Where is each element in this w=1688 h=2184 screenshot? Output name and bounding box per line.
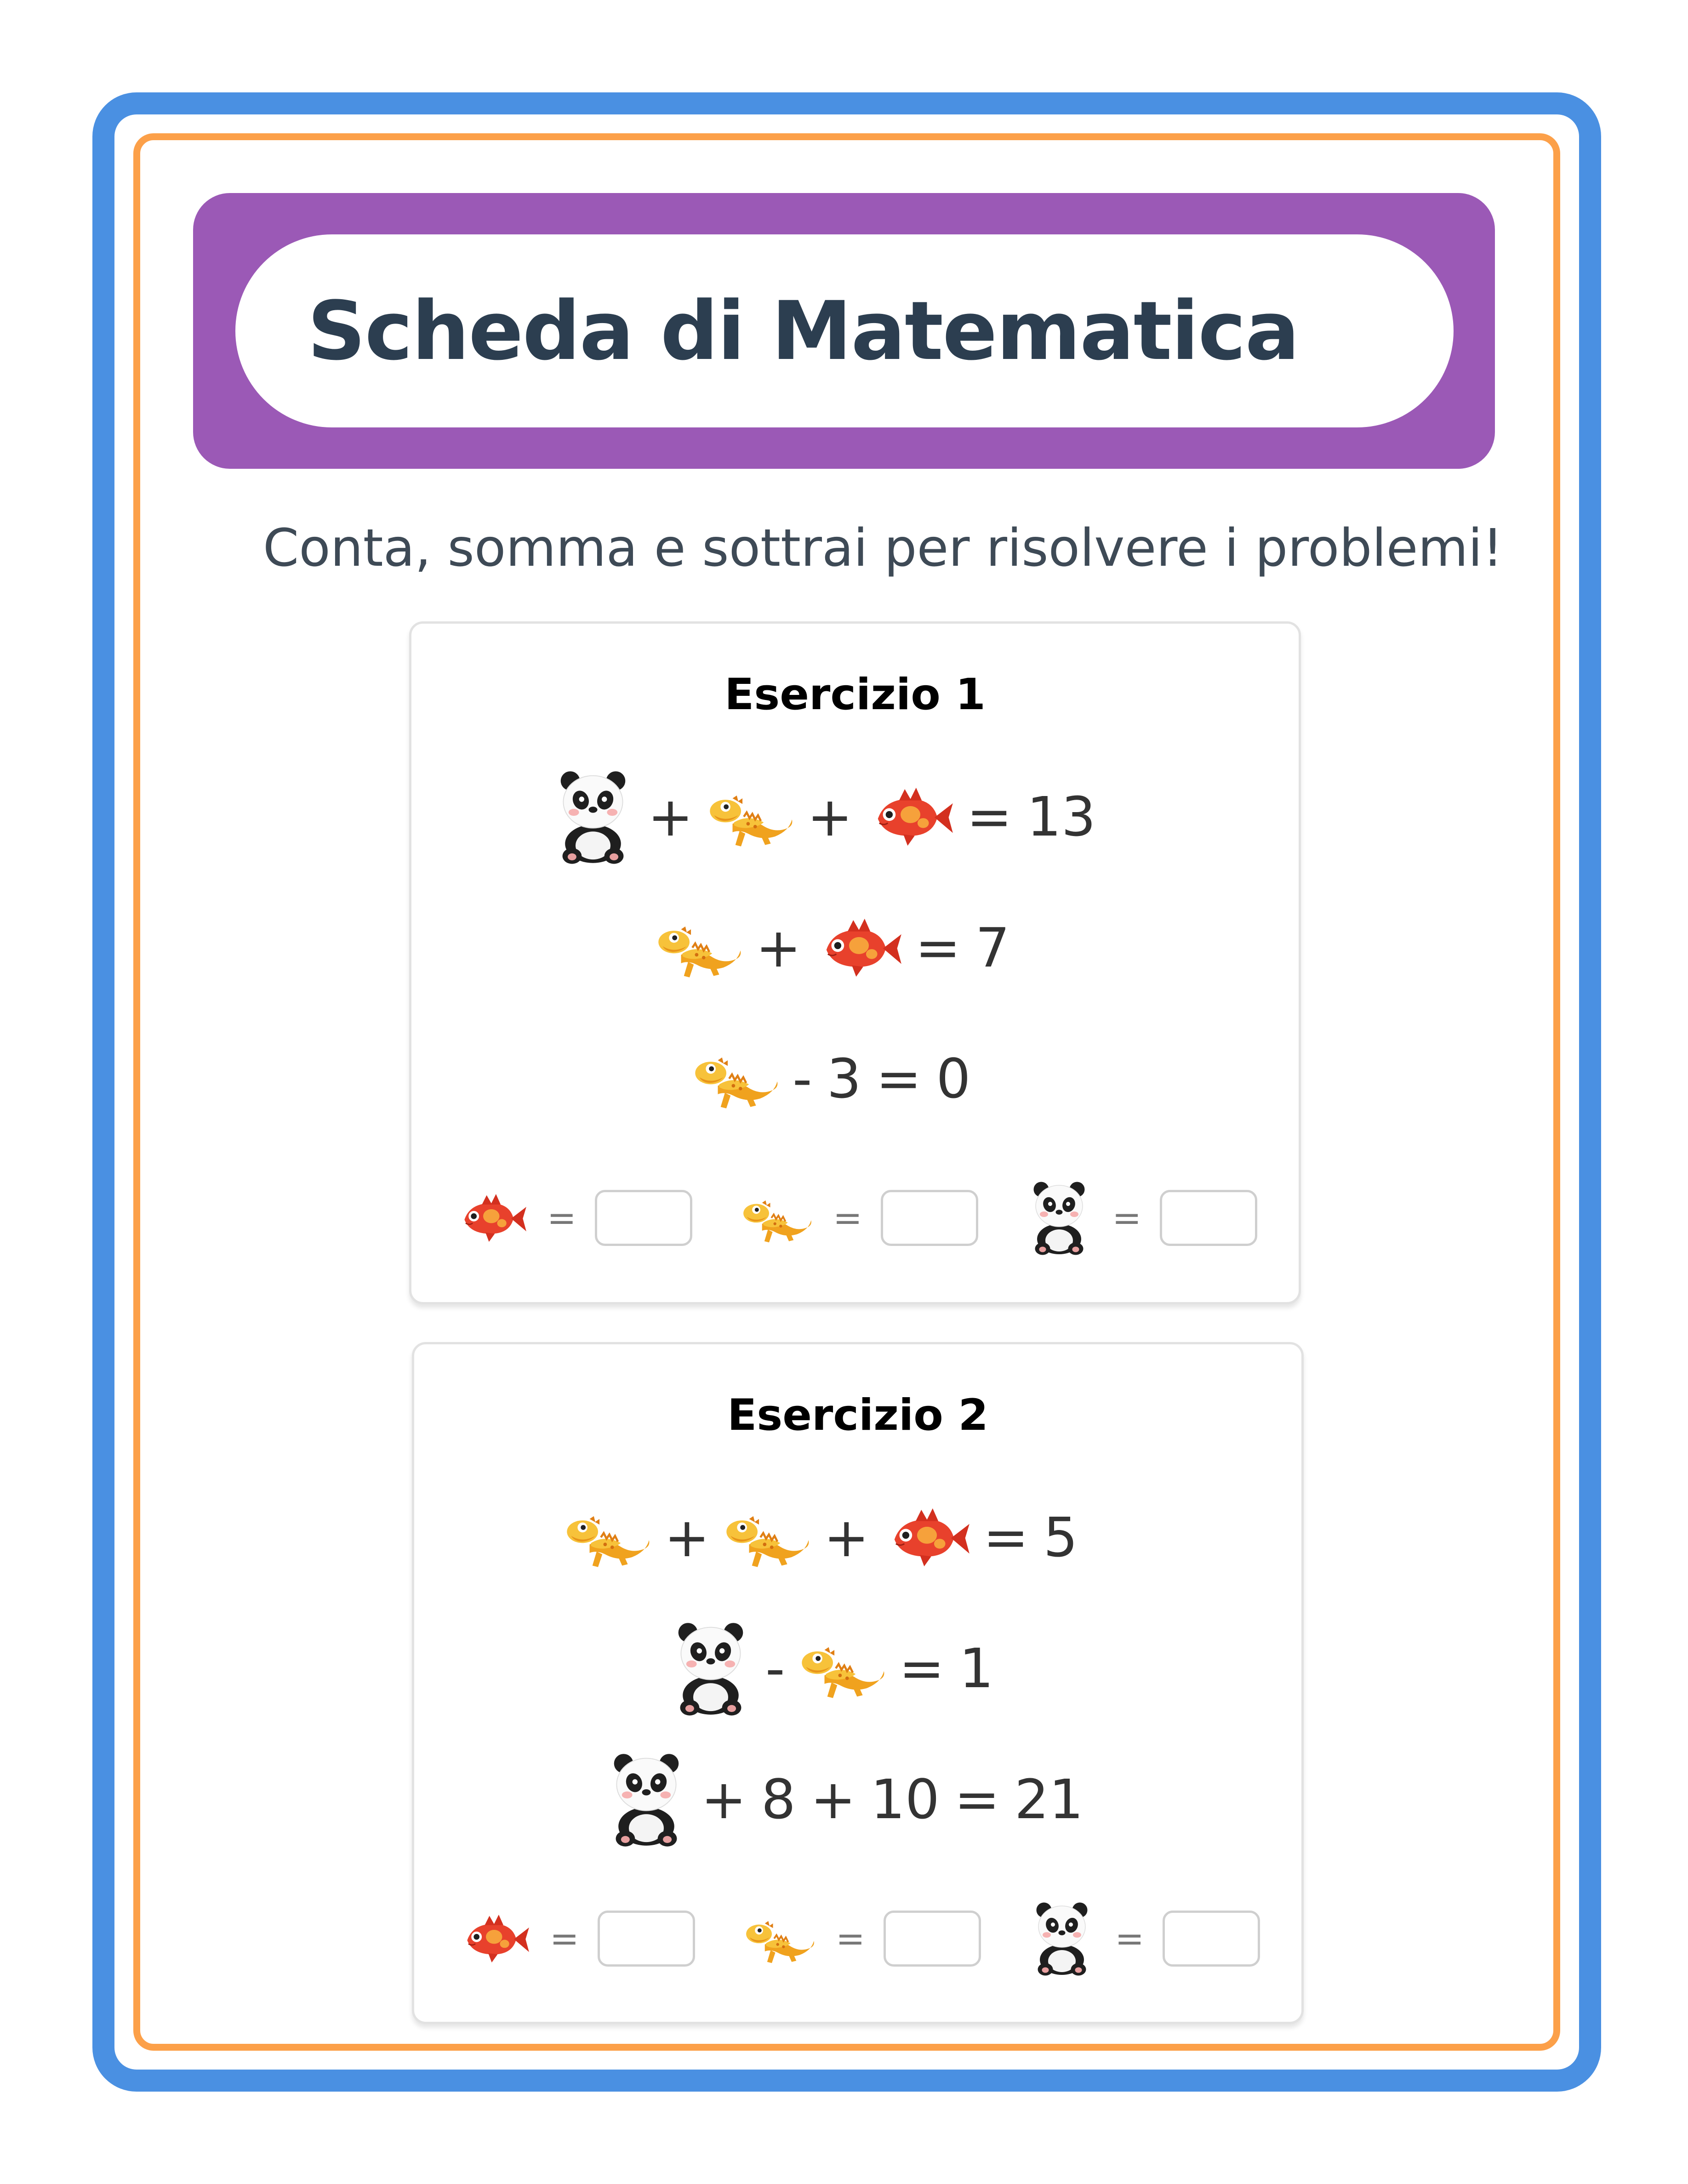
answer-group-fish <box>453 1189 692 1246</box>
plus-sign: + <box>810 1768 856 1831</box>
title-pill <box>235 234 1454 427</box>
fish-icon <box>453 1189 529 1246</box>
result-value: 13 <box>1026 785 1096 848</box>
plus-sign: + <box>756 916 801 979</box>
result-value: 21 <box>1014 1768 1084 1831</box>
answer-row <box>456 1900 1260 1976</box>
result-value: 1 <box>959 1637 994 1700</box>
result-value: 5 <box>1043 1506 1078 1569</box>
equation-row-1 <box>561 1484 1082 1590</box>
answer-input-fish[interactable] <box>598 1911 695 1967</box>
exercise-title: Esercizio 1 <box>724 670 986 720</box>
equals-sign: = <box>1112 1197 1141 1238</box>
answer-input-panda[interactable] <box>1163 1911 1260 1967</box>
answer-input-panda[interactable] <box>1160 1190 1257 1246</box>
exercise-title: Esercizio 2 <box>727 1390 988 1440</box>
answer-row <box>453 1180 1257 1256</box>
equals-sign: = <box>836 1918 865 1959</box>
result-value: 0 <box>936 1047 971 1110</box>
equals-sign: = <box>966 785 1012 848</box>
exercise-card-2 <box>412 1342 1304 2024</box>
lizard-icon <box>741 1909 817 1968</box>
page-title: Scheda di Matematica <box>307 284 1299 378</box>
fish-icon <box>812 913 904 982</box>
plus-sign: + <box>823 1506 869 1569</box>
panda-icon <box>1025 1180 1094 1256</box>
equation-row-1 <box>549 764 1100 870</box>
exercise-card-1 <box>409 621 1301 1304</box>
panda-icon <box>667 1620 754 1717</box>
lizard-icon <box>561 1501 653 1574</box>
answer-group-panda <box>1025 1180 1257 1256</box>
minus-sign: - <box>765 1637 785 1700</box>
number-value: 3 <box>827 1047 861 1110</box>
subtitle: Conta, somma e sottrai per risolvere i problemi! <box>263 518 1503 578</box>
result-value: 7 <box>975 916 1010 979</box>
equals-sign: = <box>1115 1918 1144 1959</box>
panda-icon <box>549 768 637 865</box>
equals-sign: = <box>547 1197 576 1238</box>
answer-group-fish <box>456 1910 695 1967</box>
equation-row-2 <box>667 1615 998 1721</box>
answer-input-lizard[interactable] <box>884 1911 981 1967</box>
plus-sign: + <box>807 785 853 848</box>
answer-input-fish[interactable] <box>595 1190 692 1246</box>
equation-row-3 <box>690 1026 975 1132</box>
equation-row-2 <box>653 895 1014 1001</box>
equals-sign: = <box>899 1637 945 1700</box>
plus-sign: + <box>664 1506 710 1569</box>
plus-sign: + <box>648 785 693 848</box>
lizard-icon <box>796 1632 888 1705</box>
number-value: 8 <box>761 1768 796 1831</box>
answer-group-lizard <box>739 1189 978 1247</box>
lizard-icon <box>704 780 796 853</box>
equals-sign: = <box>954 1768 1000 1831</box>
equals-sign: = <box>983 1506 1029 1569</box>
answer-group-lizard <box>741 1909 981 1968</box>
fish-icon <box>864 782 956 851</box>
lizard-icon <box>739 1189 815 1247</box>
equals-sign: = <box>876 1047 922 1110</box>
lizard-icon <box>690 1042 781 1115</box>
plus-sign: + <box>701 1768 747 1831</box>
minus-sign: - <box>793 1047 812 1110</box>
equals-sign: = <box>915 916 961 979</box>
fish-icon <box>880 1503 972 1572</box>
equals-sign: = <box>550 1918 579 1959</box>
answer-group-panda <box>1027 1900 1260 1976</box>
panda-icon <box>1027 1900 1096 1976</box>
lizard-icon <box>721 1501 813 1574</box>
answer-input-lizard[interactable] <box>881 1190 978 1246</box>
lizard-icon <box>653 911 745 984</box>
equation-row-3 <box>603 1746 1087 1852</box>
fish-icon <box>456 1910 531 1967</box>
panda-icon <box>603 1751 690 1848</box>
number-value: 10 <box>870 1768 940 1831</box>
equals-sign: = <box>833 1197 862 1238</box>
